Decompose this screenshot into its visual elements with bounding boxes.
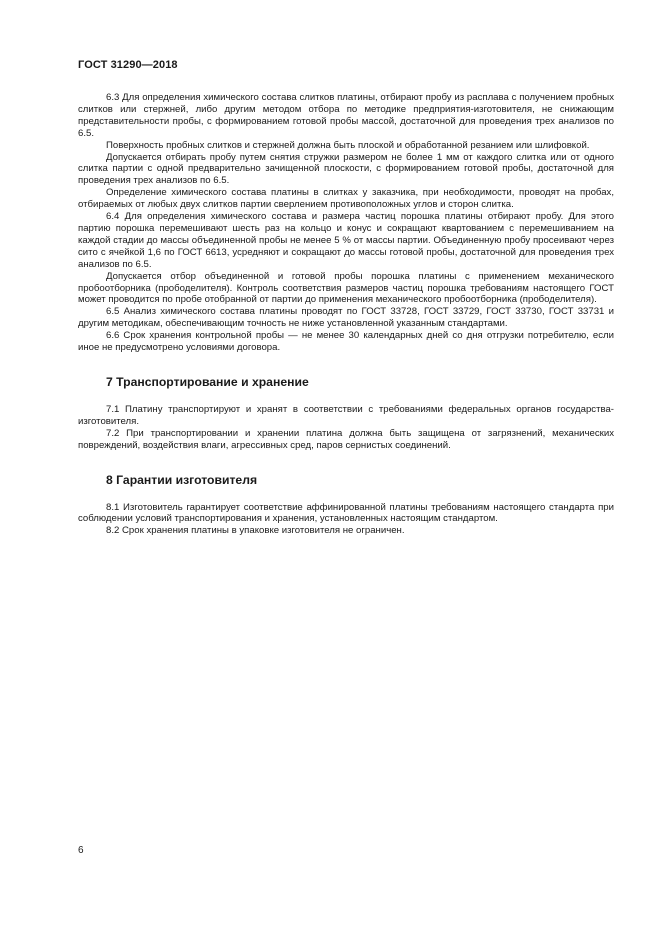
doc-header-code: ГОСТ 31290—2018 bbox=[78, 59, 178, 71]
page-number: 6 bbox=[78, 845, 84, 856]
paragraph-6-6: 6.6 Срок хранения контрольной пробы — не менее 30 календарных дней со дня отгрузки потребителю, если иное не предусмотрено условиями договора. bbox=[78, 330, 614, 354]
section-7-title: 7 Транспортирование и хранение bbox=[106, 374, 309, 389]
paragraph-7-2: 7.2 При транспортировании и хранении платина должна быть защищена от загрязнений, механических повреждений, воздействия влаги, агрессивных сред, паров сернистых соединений. bbox=[78, 427, 614, 451]
document-body bbox=[78, 92, 614, 537]
paragraph-6-4: 6.4 Для определения химического состава и размера частиц порошка платины отбирают пробу. Для этого партию порошка перемешивают шесть раз на кольцо и конус и сокращают квартованием с перемешиванием на каждой стадии до массы объединенной пробы не менее 5 % от массы партии. Объединенную пробу просеивают через сито с ячейкой 1,6 по ГОСТ 6613, усредняют и сокращают до массы готовой пробы, достаточной для проведения трех анализов по 6.5. bbox=[78, 211, 614, 270]
paragraph-6-4-sampler: Допускается отбор объединенной и готовой пробы порошка платины с применением механического пробоотборника (прободелителя). Контроль соответствия размеров частиц порошка требованиям настоящего ГОСТ может проводится по пробе отобранной от партии до применения механического пробоотборника (прободелителя). bbox=[78, 270, 614, 306]
paragraph-6-3-surface: Поверхность пробных слитков и стержней должна быть плоской и обработанной резанием или шлифовкой. bbox=[106, 139, 590, 151]
section-8-title: 8 Гарантии изготовителя bbox=[106, 472, 258, 487]
paragraph-6-5: 6.5 Анализ химического состава платины проводят по ГОСТ 33728, ГОСТ 33729, ГОСТ 33730, ГОСТ 33731 и другим методикам, обеспечивающим точность не ниже установленной указанным стандартами. bbox=[78, 306, 614, 330]
paragraph-6-3-shavings: Допускается отбирать пробу путем снятия стружки размером не более 1 мм от каждого слитка или от одного слитка партии с одной предварительно зачищенной плоскости, с формированием готовой пробы, достаточной для проведения трех анализов по 6.5. bbox=[78, 151, 614, 187]
paragraph-8-2: 8.2 Срок хранения платины в упаковке изготовителя не ограничен. bbox=[106, 525, 405, 537]
paragraph-6-3: 6.3 Для определения химического состава слитков платины, отбирают пробу из расплава с получением пробных слитков или стержней, либо другим методом отбора по методике предприятия-изготовителя, не снижающим представительности пробы, с формированием готовой пробы массой, достаточной для проведения трех анализов по 6.5. bbox=[78, 92, 614, 139]
paragraph-6-3-customer: Определение химического состава платины в слитках у заказчика, при необходимости, проводят на пробах, отбираемых от любых двух слитков партии сверлением противоположных углов и сторон слитка. bbox=[78, 187, 614, 211]
paragraph-7-1: 7.1 Платину транспортируют и хранят в соответствии с требованиями федеральных органов государства-изготовителя. bbox=[78, 403, 614, 427]
paragraph-8-1: 8.1 Изготовитель гарантирует соответствие аффинированной платины требованиям настоящего стандарта при соблюдении условий транспортирования и хранения, установленных настоящим стандартом. bbox=[78, 501, 614, 525]
